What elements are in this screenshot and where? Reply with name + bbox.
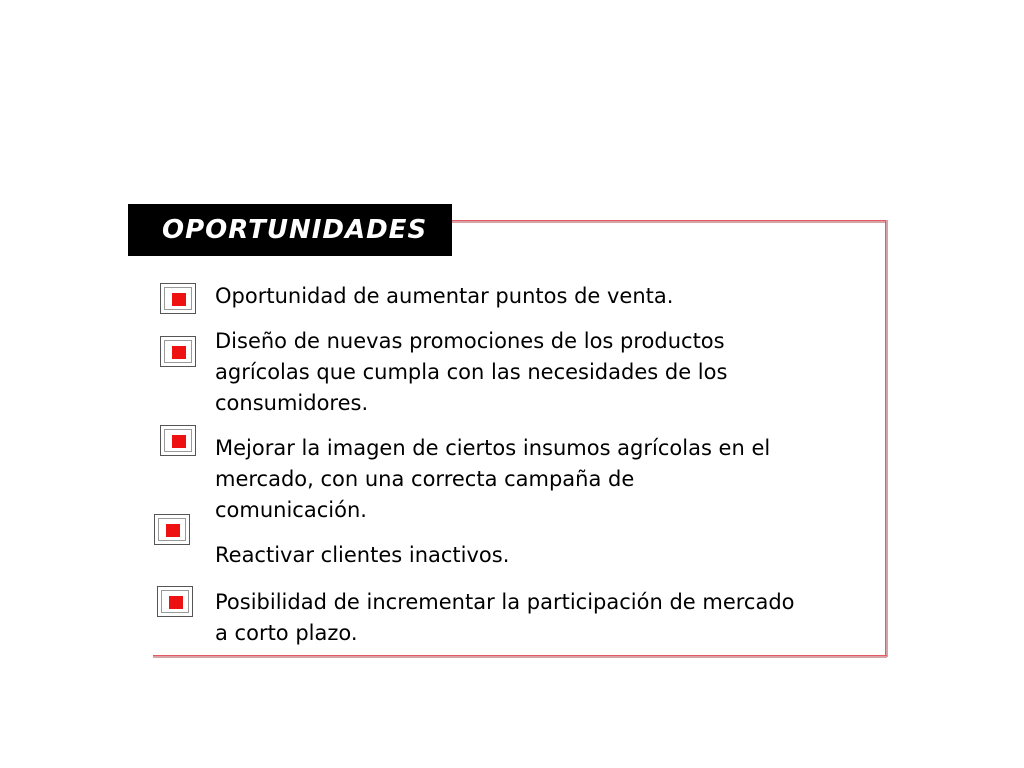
frame-right-line bbox=[885, 220, 888, 657]
frame-bottom-line bbox=[153, 655, 887, 658]
list-item: Posibilidad de incrementar la participación de mercado a corto plazo. bbox=[215, 590, 795, 645]
bullet-icon bbox=[154, 514, 190, 545]
red-square-icon bbox=[169, 596, 183, 609]
title-box bbox=[128, 204, 452, 256]
list-item: Mejorar la imagen de ciertos insumos agrícolas en el mercado, con una correcta campaña de comunicación. bbox=[215, 436, 771, 522]
list-item: Oportunidad de aumentar puntos de venta. bbox=[215, 284, 674, 308]
bullet-icon bbox=[157, 586, 193, 617]
bullet-icon bbox=[160, 283, 196, 314]
red-square-icon bbox=[172, 346, 186, 359]
list-item: Reactivar clientes inactivos. bbox=[215, 543, 510, 567]
red-square-icon bbox=[166, 524, 180, 537]
slide-title: OPORTUNIDADES bbox=[162, 215, 428, 245]
bullet-icon bbox=[160, 425, 196, 456]
red-square-icon bbox=[172, 293, 186, 306]
bullet-icon bbox=[160, 336, 196, 367]
red-square-icon bbox=[172, 435, 186, 448]
list-item: Diseño de nuevas promociones de los productos agrícolas que cumpla con las necesidades de los consumidores. bbox=[215, 329, 728, 415]
frame-top-line bbox=[452, 220, 887, 223]
